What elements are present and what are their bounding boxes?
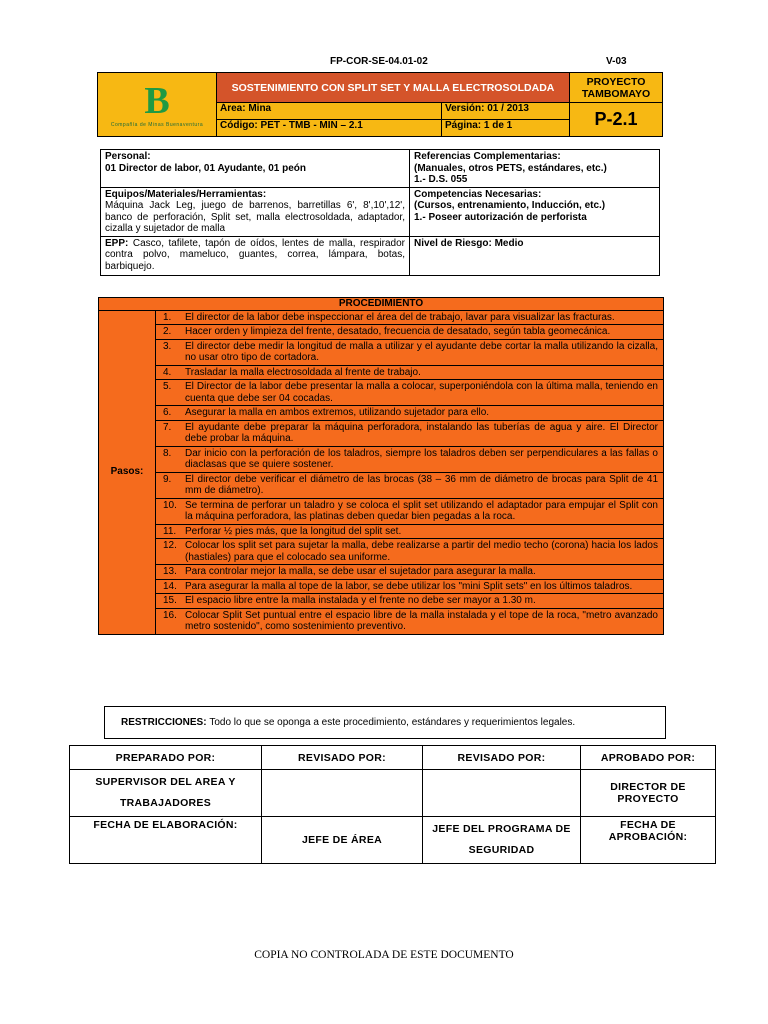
step-text: El director debe medir la longitud de malla a utilizar y el ayudante debe cortar la malla utilizando la cizalla, no usar otro tipo de cortadora. — [185, 340, 658, 363]
epp-cell — [101, 236, 410, 275]
procedure-step — [156, 498, 664, 524]
step-text: El Director de la labor debe presentar la malla a colocar, superponiéndola con la última malla, teniendo en cuenta que debe ser 04 cocadas. — [185, 381, 658, 404]
step-number: 1. — [163, 311, 172, 323]
personal-label: Personal: — [105, 151, 151, 162]
procedure-step — [156, 406, 664, 421]
info-table — [100, 149, 660, 276]
approver: DIRECTOR DE PROYECTO — [581, 770, 716, 817]
competencies-label: Competencias Necesarias: — [414, 188, 542, 200]
page-field: Página: 1 de 1 — [442, 120, 570, 137]
procedure-step-row — [99, 498, 664, 524]
epp-label: EPP: — [105, 237, 129, 249]
header-table — [97, 72, 663, 137]
document-version-code: V-03 — [606, 56, 627, 67]
procedure-step — [156, 472, 664, 498]
restrictions-label: RESTRICCIONES: — [121, 717, 207, 728]
procedure-step — [156, 524, 664, 539]
preparer: SUPERVISOR DEL AREA Y TRABAJADORES — [70, 770, 262, 817]
step-number: 12. — [163, 540, 177, 551]
area-field: Área: Mina — [217, 103, 442, 120]
procedure-step-row — [99, 594, 664, 609]
references-sub: (Manuales, otros PETS, estándares, etc.) — [414, 162, 607, 174]
signatures-table — [69, 745, 716, 864]
pasos-label: Pasos: — [99, 310, 156, 634]
step-text: El director de la labor debe inspeccionar el área del de trabajo, lavar para visualizar las fracturas. — [185, 311, 615, 323]
procedure-step — [156, 310, 664, 325]
equipment-label: Equipos/Materiales/Herramientas: — [105, 188, 267, 200]
code-field: Código: PET - TMB - MIN – 2.1 — [217, 120, 442, 137]
procedure-step-row — [99, 579, 664, 594]
procedure-step-row — [99, 608, 664, 634]
procedure-step — [156, 380, 664, 406]
step-number: 7. — [163, 421, 172, 433]
procedure-table — [98, 297, 664, 635]
competencies-value: 1.- Poseer autorización de perforista — [414, 211, 587, 223]
step-text: Dar inicio con la perforación de los taladros, siempre los taladros deben ser perpendiculares a las fallas o diaclasas que se quiere sostener. — [185, 447, 658, 470]
step-text: Hacer orden y limpieza del frente, desatado, frecuencia de desatado, según tabla geomecánica. — [185, 326, 611, 337]
procedure-step — [156, 339, 664, 365]
epp-value: Casco, tafilete, tapón de oídos, lentes de malla, respirador contra polvo, mameluco, guantes, correa, lámpara, botas, barbiquejo. — [105, 237, 406, 272]
step-text: Para asegurar la malla al tope de la labor, se debe utilizar los "mini Split sets" en los últimos taladros. — [185, 580, 633, 592]
restrictions-box — [104, 706, 666, 739]
step-number: 13. — [163, 566, 177, 577]
step-text: El espacio libre entre la malla instalada y el frente no debe ser mayor a 1.30 m. — [185, 595, 536, 606]
risk-level: Nivel de Riesgo: Medio — [410, 236, 660, 275]
procedure-step — [156, 565, 664, 580]
step-number: 5. — [163, 381, 172, 392]
step-number: 15. — [163, 595, 177, 606]
procedure-step-row — [99, 446, 664, 472]
step-number: 16. — [163, 609, 177, 621]
step-text: Para controlar mejor la malla, se debe usar el sujetador para asegurar la malla. — [185, 566, 536, 577]
reviewer-1-role: JEFE DE ÁREA — [262, 817, 423, 864]
procedure-step-row — [99, 565, 664, 580]
references-value: 1.- D.S. 055 — [414, 174, 468, 185]
step-text: El ayudante debe preparar la máquina perforadora, instalando las tuberías de agua y aire. El Director debe probar la máquina. — [185, 421, 658, 444]
equipment-cell — [101, 187, 410, 236]
reviewed-by-label-1: REVISADO POR: — [262, 746, 423, 770]
step-text: El director debe verificar el diámetro de las brocas (38 – 36 mm de diámetro de brocas para Split de 41 mm de diámetro). — [185, 473, 658, 496]
procedure-step-row — [99, 365, 664, 380]
procedure-step-row — [99, 420, 664, 446]
step-number: 2. — [163, 326, 172, 337]
approved-by-label: APROBADO POR: — [581, 746, 716, 770]
procedure-step — [156, 608, 664, 634]
personal-cell — [101, 150, 410, 188]
procedure-step — [156, 579, 664, 594]
procedure-step — [156, 365, 664, 380]
step-text: Trasladar la malla electrosoldada al frente de trabajo. — [185, 366, 421, 378]
procedure-step-row — [99, 539, 664, 565]
pet-number: P-2.1 — [570, 103, 663, 137]
procedure-step-row — [99, 339, 664, 365]
reviewer-2-signature — [423, 770, 581, 817]
step-text: Colocar los split set para sujetar la malla, debe realizarse a partir del medio techo (corona) hacia los lados (hastiales) para que el colocado sea uniforme. — [185, 540, 658, 563]
project-name: PROYECTO TAMBOMAYO — [570, 73, 663, 103]
reviewer-1-signature — [262, 770, 423, 817]
step-text: Colocar Split Set puntual entre el espacio libre de la malla instalada y el tope de la roca, "metro avanzado metro sostenido", como sostenimiento preventivo. — [185, 609, 658, 632]
procedure-step — [156, 539, 664, 565]
reviewed-by-label-2: REVISADO POR: — [423, 746, 581, 770]
version-field: Versión: 01 / 2013 — [442, 103, 570, 120]
procedure-step-row — [99, 325, 664, 340]
step-number: 8. — [163, 447, 172, 459]
restrictions-text: Todo lo que se oponga a este procedimiento, estándares y requerimientos legales. — [209, 717, 576, 728]
document-code: FP-COR-SE-04.01-02 — [330, 56, 428, 67]
procedure-step-row — [99, 310, 664, 325]
personal-value: 01 Director de labor, 01 Ayudante, 01 peón — [105, 162, 306, 174]
step-number: 6. — [163, 407, 172, 418]
procedure-step-row — [99, 472, 664, 498]
logo-letter: B — [144, 79, 170, 122]
references-cell — [410, 150, 660, 188]
approval-date-label: FECHA DE APROBACIÓN: — [581, 817, 716, 864]
references-label: Referencias Complementarias: — [414, 151, 561, 162]
procedure-step — [156, 594, 664, 609]
procedure-step-row — [99, 380, 664, 406]
competencies-cell — [410, 187, 660, 236]
procedure-step — [156, 325, 664, 340]
procedure-step — [156, 446, 664, 472]
reviewer-2-role: JEFE DEL PROGRAMA DE SEGURIDAD — [423, 817, 581, 864]
step-text: Perforar ½ pies más, que la longitud del split set. — [185, 525, 402, 537]
procedure-step-row — [99, 406, 664, 421]
logo-text: Compañía de Minas Buenaventura — [110, 121, 204, 128]
procedure-title: PROCEDIMIENTO — [99, 298, 664, 311]
step-number: 4. — [163, 366, 172, 378]
procedure-step — [156, 420, 664, 446]
step-number: 11. — [163, 525, 177, 537]
elaboration-date-label: FECHA DE ELABORACIÓN: — [70, 817, 262, 864]
uncontrolled-copy-notice: COPIA NO CONTROLADA DE ESTE DOCUMENTO — [254, 949, 514, 961]
competencies-sub: (Cursos, entrenamiento, Inducción, etc.) — [414, 200, 606, 211]
prepared-by-label: PREPARADO POR: — [70, 746, 262, 770]
step-number: 9. — [163, 473, 172, 485]
step-text: Se termina de perforar un taladro y se coloca el split set utilizando el adaptador para empujar el Split con la máquina perforadora, las platinas deben quedar bien pegadas a la roca. — [185, 499, 658, 522]
company-logo — [98, 73, 217, 137]
step-text: Asegurar la malla en ambos extremos, utilizando sujetador para ello. — [185, 407, 490, 418]
equipment-value: Máquina Jack Leg, juego de barrenos, barretillas 6', 8',10',12', banco de perforación, Split set, malla electrosoldada, adaptador, cizalla y sujetador de malla — [105, 200, 405, 234]
step-number: 3. — [163, 340, 172, 352]
procedure-step-row — [99, 524, 664, 539]
step-number: 10. — [163, 499, 177, 511]
procedure-title: SOSTENIMIENTO CON SPLIT SET Y MALLA ELECTROSOLDADA — [217, 73, 570, 103]
step-number: 14. — [163, 580, 177, 592]
